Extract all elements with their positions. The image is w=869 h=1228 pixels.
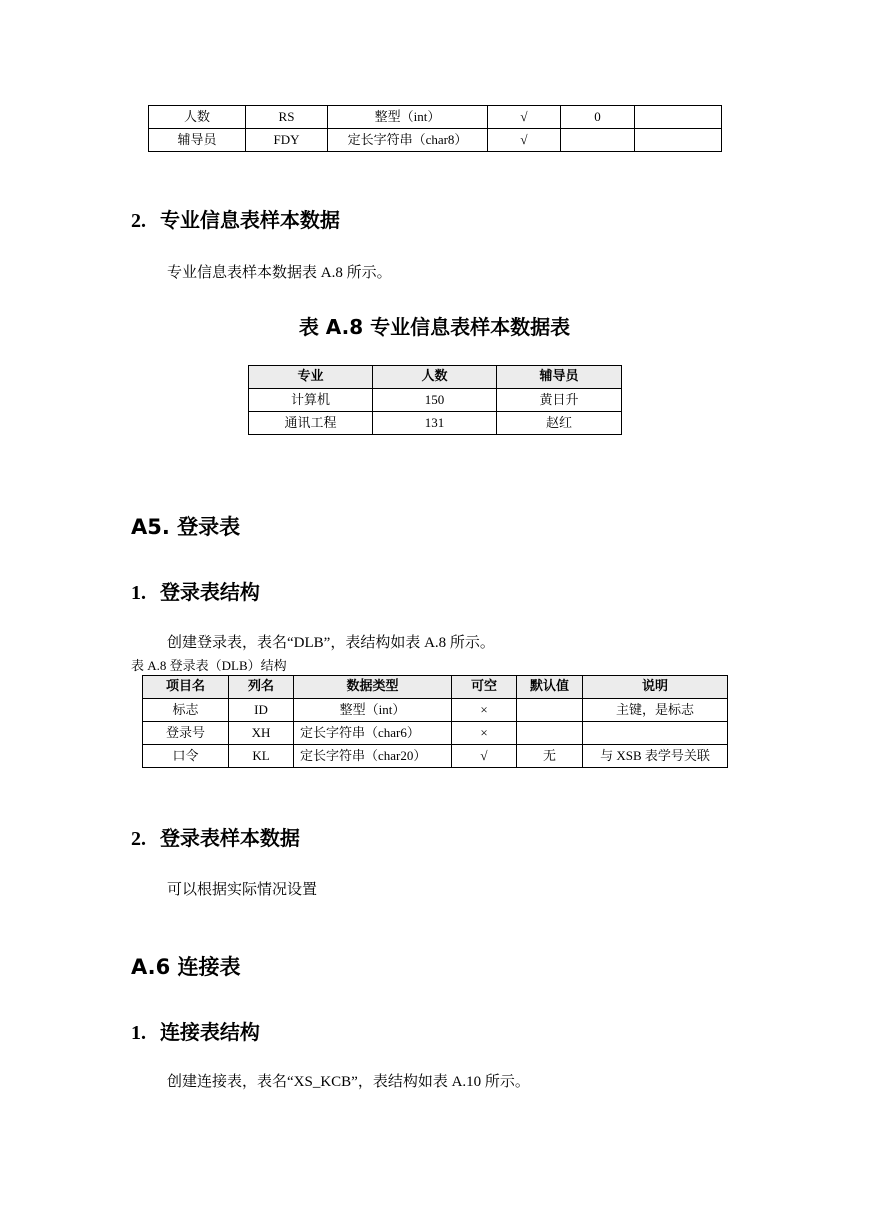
section-title-link: A.6 连接表	[131, 955, 241, 979]
table-row	[143, 699, 728, 722]
table-cell: ×	[452, 699, 517, 722]
table-cell: 131	[373, 412, 497, 435]
table-cell: 黄日升	[497, 389, 622, 412]
column-header: 列名	[229, 676, 294, 699]
table-cell: √	[488, 129, 561, 152]
table-caption-login: 表 A.8 登录表（DLB）结构	[131, 658, 287, 673]
table-row	[249, 412, 622, 435]
table-cell	[561, 129, 635, 152]
section-heading-login-sample: 2. 登录表样本数据	[131, 826, 300, 850]
table-cell: 定长字符串（char20）	[294, 745, 452, 768]
table-row	[249, 389, 622, 412]
table-cell: 150	[373, 389, 497, 412]
table-row	[143, 745, 728, 768]
paragraph-major-sample: 专业信息表样本数据表 A.8 所示。	[167, 265, 392, 281]
column-header: 数据类型	[294, 676, 452, 699]
column-header: 说明	[583, 676, 728, 699]
table-cell: 定长字符串（char6）	[294, 722, 452, 745]
table-cell: 主键，是标志	[583, 699, 728, 722]
table-cell: 与 XSB 表学号关联	[583, 745, 728, 768]
table-cell: 无	[517, 745, 583, 768]
section-heading-link-structure: 1. 连接表结构	[131, 1020, 260, 1044]
table-cell: √	[488, 106, 561, 129]
table-cell: 标志	[143, 699, 229, 722]
field-table-continued	[148, 105, 722, 152]
table-cell: 赵红	[497, 412, 622, 435]
column-header: 人数	[373, 366, 497, 389]
column-header: 可空	[452, 676, 517, 699]
table-cell: ID	[229, 699, 294, 722]
login-structure-table	[142, 675, 728, 768]
table-cell	[517, 699, 583, 722]
paragraph-login-sample: 可以根据实际情况设置	[167, 882, 318, 898]
major-sample-table	[248, 365, 622, 435]
paragraph-login-structure: 创建登录表，表名“DLB”，表结构如表 A.8 所示。	[167, 635, 495, 651]
table-cell: KL	[229, 745, 294, 768]
section-heading-login-structure: 1. 登录表结构	[131, 580, 260, 604]
table-cell: FDY	[246, 129, 328, 152]
table-cell	[517, 722, 583, 745]
table-cell: 人数	[149, 106, 246, 129]
column-header: 项目名	[143, 676, 229, 699]
table-cell: 辅导员	[149, 129, 246, 152]
column-header: 专业	[249, 366, 373, 389]
table-cell: 0	[561, 106, 635, 129]
section-heading-major-sample: 2. 专业信息表样本数据	[131, 208, 340, 232]
table-cell: √	[452, 745, 517, 768]
table-cell: 登录号	[143, 722, 229, 745]
table-cell	[635, 129, 722, 152]
table-cell: 整型（int）	[328, 106, 488, 129]
table-cell: 定长字符串（char8）	[328, 129, 488, 152]
table-header-row	[143, 676, 728, 699]
column-header: 默认值	[517, 676, 583, 699]
table-row	[143, 722, 728, 745]
table-header-row	[249, 366, 622, 389]
paragraph-link-structure: 创建连接表，表名“XS_KCB”，表结构如表 A.10 所示。	[167, 1074, 530, 1090]
table-row	[149, 106, 722, 129]
section-title-login: A5. 登录表	[131, 515, 241, 539]
table-cell: XH	[229, 722, 294, 745]
table-cell: 计算机	[249, 389, 373, 412]
table-cell	[635, 106, 722, 129]
table-cell: 口令	[143, 745, 229, 768]
table-cell	[583, 722, 728, 745]
column-header: 辅导员	[497, 366, 622, 389]
table-cell: RS	[246, 106, 328, 129]
table-caption-major-sample: 表 A.8 专业信息表样本数据表	[298, 315, 571, 339]
table-cell: 通讯工程	[249, 412, 373, 435]
table-row	[149, 129, 722, 152]
table-cell: ×	[452, 722, 517, 745]
table-cell: 整型（int）	[294, 699, 452, 722]
